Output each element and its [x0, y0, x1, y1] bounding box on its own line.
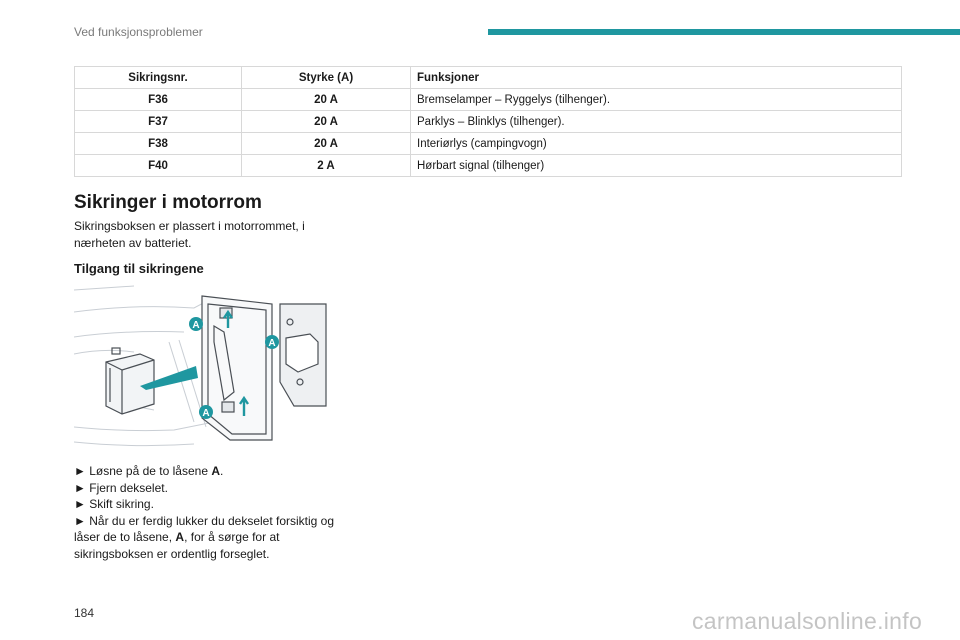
list-item: [74, 463, 336, 480]
fuse-rating-cell: 20 A: [242, 133, 411, 155]
fuse-function-cell: Interiørlys (campingvogn): [411, 133, 902, 155]
fuse-box-illustration-icon: [74, 282, 334, 452]
column-header: Funksjoner: [411, 67, 902, 89]
list-item: [74, 513, 336, 563]
step-text: .: [220, 464, 224, 478]
chapter-title: Ved funksjonsproblemer: [74, 25, 203, 39]
fuse-function-cell: Hørbart signal (tilhenger): [411, 155, 902, 177]
column-header: Styrke (A): [242, 67, 411, 89]
fuse-number-cell: F40: [75, 155, 242, 177]
fuse-function-cell: Parklys – Blinklys (tilhenger).: [411, 111, 902, 133]
bullet-arrow-icon: ►: [74, 480, 86, 495]
fuse-table: [74, 66, 902, 177]
table-row: [75, 155, 902, 177]
list-item: [74, 496, 336, 513]
table-header-row: [75, 67, 902, 89]
callout-label: A: [192, 320, 200, 331]
table-row: [75, 133, 902, 155]
step-bold: A: [211, 464, 220, 478]
fuse-function-cell: Bremselamper – Ryggelys (tilhenger).: [411, 89, 902, 111]
column-header: Sikringsnr.: [75, 67, 242, 89]
step-bold: A: [175, 530, 185, 544]
fuse-rating-cell: 2 A: [242, 155, 411, 177]
callout-label: A: [268, 338, 276, 349]
callout-label: A: [202, 408, 210, 419]
header-accent-bar: [488, 29, 960, 35]
table-row: [75, 89, 902, 111]
fuse-number-cell: F38: [75, 133, 242, 155]
step-text: Løsne på de to låsene: [89, 464, 212, 478]
instruction-steps: [74, 463, 336, 562]
fuse-rating-cell: 20 A: [242, 89, 411, 111]
section-intro: Sikringsboksen er plassert i motorrommet, i nærheten av batteriet.: [74, 219, 305, 250]
fuse-number-cell: F36: [75, 89, 242, 111]
table-row: [75, 111, 902, 133]
watermark: carmanualsonline.info: [692, 608, 923, 634]
bullet-arrow-icon: ►: [74, 513, 86, 528]
step-text: Fjern dekselet.: [89, 480, 168, 495]
section-title: Sikringer i motorrom: [74, 192, 262, 213]
page-number: 184: [74, 606, 95, 620]
step-text: , for å sørge for at sikringsboksen er ordentlig forseglet.: [74, 530, 280, 561]
fuse-rating-cell: 20 A: [242, 111, 411, 133]
fuse-number-cell: F37: [75, 111, 242, 133]
step-text: Skift sikring.: [89, 497, 154, 511]
step-text: Når du er ferdig lukker du dekselet forsiktig og låser de to låsene,: [74, 513, 335, 544]
bullet-arrow-icon: ►: [74, 497, 86, 511]
list-item: [74, 480, 336, 497]
subsection-title: Tilgang til sikringene: [74, 261, 204, 276]
bullet-arrow-icon: ►: [74, 464, 86, 478]
